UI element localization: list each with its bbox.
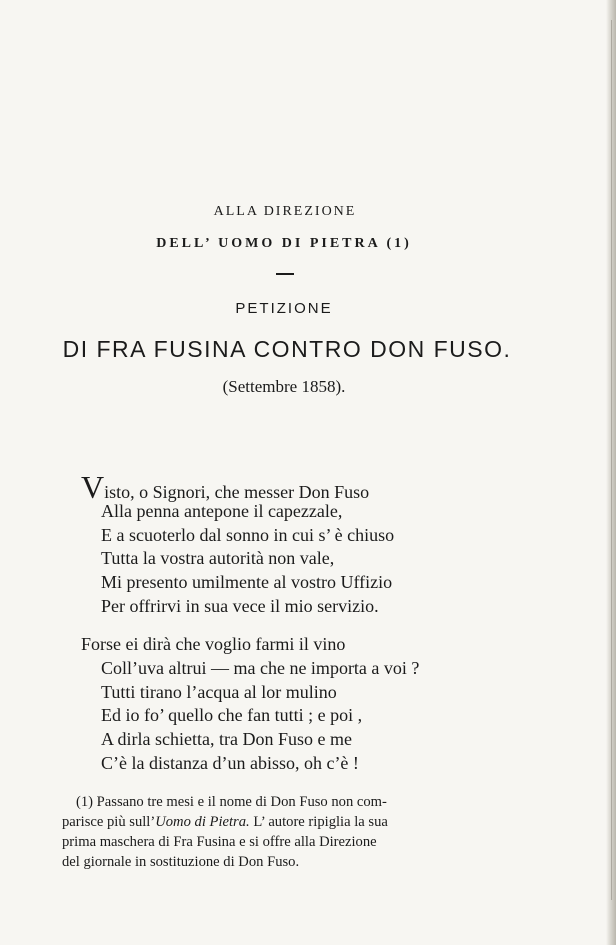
verse-line [0, 469, 560, 505]
title-line-2: DI FRA FUSINA CONTRO DON FUSO. [62, 336, 512, 362]
footnote-title-italic: Uomo di Pietra. [155, 814, 250, 830]
verse-text: isto, o Signori, che messer Don Fuso [104, 482, 370, 502]
footnote-line: prima maschera di Fra Fusina e si offre alla Direzione [62, 834, 377, 850]
verse-line: E a scuoterlo dal sonno in cui s’ è chiuso [101, 524, 395, 545]
verse-line: C’è la distanza d’un abisso, oh c’è ! [101, 752, 359, 773]
stanza-2 [0, 633, 560, 776]
verse-line: Per offrirvi in sua vece il mio servizio. [101, 595, 379, 616]
verse-line: Tutta la vostra autorità non vale, [101, 548, 335, 569]
drop-cap: V [81, 469, 105, 505]
footnote-line: (1) Passano tre mesi e il nome di Don Fuso non com- [76, 794, 387, 810]
verse-line: Ed io fo’ quello che fan tutti ; e poi , [101, 705, 363, 726]
verse-line: Tutti tirano l’acqua al lor mulino [101, 681, 337, 702]
date-line: (Settembre 1858). [222, 377, 346, 396]
footnote-text: L’ autore ripiglia la sua [249, 814, 388, 830]
verse-line: Mi presento umilmente al vostro Uffizio [101, 572, 393, 593]
footnote-line: del giornale in sostituzione di Don Fuso. [62, 854, 300, 870]
title-line-1: PETIZIONE [235, 300, 333, 317]
heading-line-2: DELL’ UOMO DI PIETRA (1) [156, 236, 412, 251]
footnote-text: parisce più sull’ [62, 814, 156, 830]
verse-line: Alla penna antepone il capezzale, [101, 500, 343, 521]
verse-line: Coll’uva altrui — ma che ne importa a voi ? [101, 657, 420, 678]
footnote [62, 792, 522, 872]
heading-line-1: ALLA DIREZIONE [213, 204, 357, 219]
verse-line: Forse ei dirà che voglio farmi il vino [81, 634, 346, 654]
stanza-1 [0, 469, 560, 619]
binding-shadow [611, 20, 612, 900]
footnote-line [62, 812, 522, 832]
verse-line: A dirla schietta, tra Don Fuso e me [101, 729, 352, 750]
divider-dash [276, 273, 294, 275]
